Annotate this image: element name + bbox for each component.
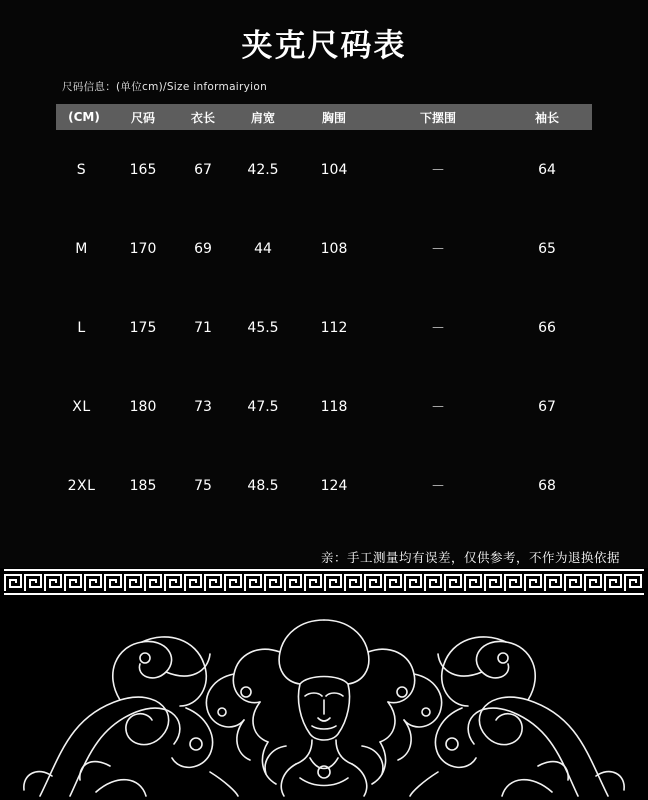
border-rule-top	[4, 569, 644, 571]
size-table	[56, 104, 592, 525]
table-row	[56, 288, 592, 367]
border-rule-bottom	[4, 593, 644, 595]
cell-bust: 118	[320, 398, 348, 415]
medusa-filigree-icon	[0, 596, 648, 800]
page-title: 夹克尺码表	[241, 28, 407, 64]
cell-length: 71	[194, 319, 212, 336]
table-header-cm: (CM)	[56, 104, 112, 130]
cell-sleeve: 68	[538, 477, 556, 494]
cell-shoulder: 42.5	[247, 161, 279, 178]
cell-hem: －	[431, 241, 445, 258]
table-row	[56, 367, 592, 446]
table-row	[56, 130, 592, 209]
greek-key-border	[0, 568, 648, 596]
cell-code: 165	[129, 161, 157, 178]
table-header-bust: 胸围	[294, 104, 374, 130]
cell-bust: 104	[320, 161, 348, 178]
cell-sleeve: 67	[538, 398, 556, 415]
cell-length: 75	[194, 477, 212, 494]
cell-hem: －	[431, 320, 445, 337]
cell-size: 2XL	[67, 477, 96, 494]
cell-code: 180	[129, 398, 157, 415]
unit-note: 尺码信息：(单位cm)/Size informairyion	[62, 81, 268, 93]
cell-shoulder: 48.5	[247, 477, 279, 494]
table-row	[56, 446, 592, 525]
cell-bust: 124	[320, 477, 348, 494]
cell-size: M	[75, 240, 88, 257]
table-row	[56, 209, 592, 288]
cell-sleeve: 65	[538, 240, 556, 257]
cell-size: XL	[72, 398, 91, 415]
cell-size: S	[76, 161, 87, 178]
cell-shoulder: 47.5	[247, 398, 279, 415]
cell-bust: 112	[320, 319, 348, 336]
measurement-disclaimer: 亲：手工测量均有误差，仅供参考，不作为退换依据	[320, 550, 620, 565]
cell-sleeve: 66	[538, 319, 556, 336]
cell-hem: －	[431, 399, 445, 416]
cell-hem: －	[431, 478, 445, 495]
table-header-shoulder: 肩宽	[232, 104, 294, 130]
cell-code: 170	[129, 240, 157, 257]
cell-length: 69	[194, 240, 212, 257]
table-header-hem: 下摆围	[374, 104, 502, 130]
table-header-sleeve: 袖长	[502, 104, 592, 130]
cell-sleeve: 64	[538, 161, 556, 178]
cell-hem: －	[431, 162, 445, 179]
cell-length: 67	[194, 161, 212, 178]
cell-shoulder: 44	[254, 240, 272, 257]
meander-pattern-icon	[4, 572, 644, 592]
table-header-row	[56, 104, 592, 130]
baroque-ornament-illustration	[0, 596, 648, 800]
cell-size: L	[77, 319, 86, 336]
cell-bust: 108	[320, 240, 348, 257]
cell-code: 175	[129, 319, 157, 336]
cell-length: 73	[194, 398, 212, 415]
table-header-length: 衣长	[174, 104, 232, 130]
cell-shoulder: 45.5	[247, 319, 279, 336]
table-header-size: 尺码	[112, 104, 174, 130]
cell-code: 185	[129, 477, 157, 494]
